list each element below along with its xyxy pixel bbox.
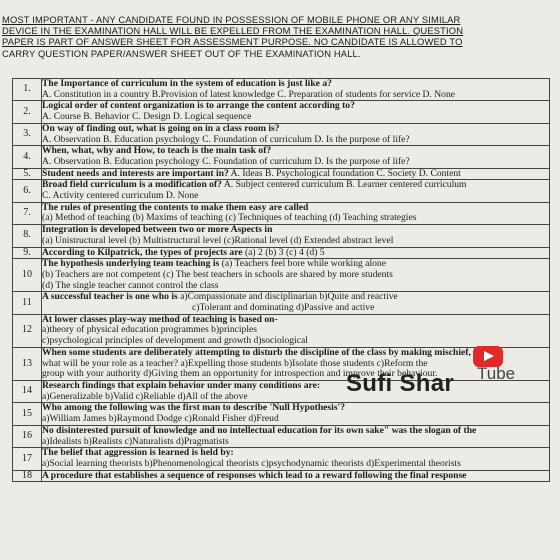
question-text: Logical order of content organization is to arrange the content according to?	[42, 101, 355, 112]
question-text: At lower classes play-way method of teaching is based on-	[42, 314, 278, 325]
question-options: A. Constitution in a country B.Provision of latest knowledge C. Preparation of students for service D. None	[42, 89, 455, 100]
question-number: 9.	[13, 247, 42, 259]
question-options: a)William James b)Raymond Dodge c)Ronald Fisher d)Freud	[42, 414, 279, 425]
question-text: The hypothesis underlying team teaching is	[42, 259, 220, 270]
question-text: According to Kilpatrick, the types of projects are	[42, 247, 243, 258]
question-row	[13, 101, 550, 123]
question-text: Broad field curriculum is a modification of?	[42, 180, 222, 191]
notice-line: DEVICE IN THE EXAMINATION HALL WILL BE EXPELLED FROM THE EXAMINATION HALL. QUESTION	[2, 25, 464, 37]
question-number: 15	[13, 403, 42, 425]
question-options: a)Compassionate and disciplinarian b)Quite and reactive	[180, 292, 398, 303]
exam-notice	[2, 14, 558, 59]
question-number: 13	[13, 347, 42, 380]
question-number: 11	[13, 292, 42, 314]
question-row	[13, 123, 550, 145]
question-options: A. Subject centered curriculum B. Learner centered curriculum	[223, 180, 467, 191]
question-text: Integration is developed between two or more Aspects in	[42, 225, 273, 236]
channel-watermark: Sufi Shar	[346, 370, 455, 397]
notice-line: PAPER IS PART OF ANSWER SHEET FOR ASSESSMENT PURPOSE. NO CANDIDATE IS ALLOWED TO	[2, 36, 463, 48]
question-row	[13, 168, 550, 180]
question-options: A. Ideas B. Psychological foundation C. Society D. Content	[230, 168, 461, 179]
notice-line: MOST IMPORTANT - ANY CANDIDATE FOUND IN POSSESSION OF MOBILE PHONE OR ANY SIMILAR	[2, 14, 461, 25]
question-row	[13, 247, 550, 259]
question-number: 3.	[13, 123, 42, 145]
question-options-line2: c)Tolerant and dominating d)Passive and active	[192, 303, 375, 314]
question-options: a)Idealists b)Realists c)Naturalists d)Pragmatists	[42, 436, 229, 447]
question-text: When, what, why and How, to teach is the main task of?	[42, 146, 272, 157]
question-number: 17	[13, 448, 42, 470]
question-number: 18	[13, 470, 42, 482]
question-options: a)Generalizable b)Valid c)Reliable d)All of the above	[42, 391, 248, 402]
question-options: A. Observation B. Education psychology C. Foundation of curriculum D. Is the purpose of life?	[42, 134, 410, 145]
question-options: a)Social learning theorists b)Phenomenological theorists c)psychodynamic theorists d)Experimental theorists	[42, 458, 461, 469]
question-number: 4.	[13, 146, 42, 168]
question-options-line2: (b) Teachers are not competent (c) The best teachers in schools are shared by more students	[42, 269, 393, 280]
question-options: (a) Method of teaching (b) Maxims of teaching (c) Techniques of teaching (d) Teaching strategies	[42, 213, 417, 224]
question-text: The belief that aggression is learned is held by:	[42, 448, 234, 459]
question-row	[13, 425, 550, 447]
question-options: what will be your role as a teacher? a)Expelling those students b)Isolate those students c)Reform the	[42, 358, 428, 369]
question-text: On way of finding out, what is going on in a class room is?	[42, 123, 280, 134]
question-text: A procedure that establishes a sequence of responses which lead to a reward following the final response	[42, 470, 467, 481]
question-text: Student needs and interests are important in?	[42, 168, 229, 179]
question-row	[13, 79, 550, 101]
question-table	[12, 78, 550, 482]
question-text: The rules of presenting the contents to make them easy are called	[42, 202, 309, 213]
question-row	[13, 448, 550, 470]
question-options: A. Observation B. Education psychology C. Foundation of curriculum D. Is the purpose of life?	[42, 156, 410, 167]
question-number: 14	[13, 380, 42, 402]
question-row	[13, 314, 550, 347]
question-number: 1.	[13, 79, 42, 101]
question-options-line3: (d) The single teacher cannot control the class	[42, 280, 219, 291]
question-number: 12	[13, 314, 42, 347]
question-row	[13, 347, 550, 380]
question-text: Research findings that explain behavior under many conditions are:	[42, 380, 321, 391]
question-options: a)theory of physical education programmes b)principles	[42, 325, 257, 336]
question-row	[13, 146, 550, 168]
question-number: 6.	[13, 180, 42, 202]
question-text: Who among the following was the first man to describe 'Null Hypothesis'?	[42, 403, 346, 414]
question-options: (a) Unistructural level (b) Multistructural level (c)Rational level (d) Extended abstract level	[42, 235, 394, 246]
question-number: 7.	[13, 202, 42, 224]
question-number: 10	[13, 259, 42, 292]
question-options: (a) 2 (b) 3 (c) 4 (d) 5	[244, 247, 325, 258]
question-text: A successful teacher is one who is	[42, 292, 178, 303]
question-number: 16	[13, 425, 42, 447]
question-options: A. Course B. Behavior C. Design D. Logical sequence	[42, 112, 252, 123]
question-number: 2.	[13, 101, 42, 123]
question-options-line2: group with your authority d)Giving them an opportunity for introspection and improve their behaviour.	[42, 369, 438, 380]
question-row	[13, 225, 550, 247]
question-text: No disinterested pursuit of knowledge and no intellectual education for its own sake" was the slogan of the	[42, 425, 477, 436]
question-row	[13, 380, 550, 402]
question-number: 8.	[13, 225, 42, 247]
question-text: The Importance of curriculum in the system of education is just like a?	[42, 79, 332, 89]
question-row	[13, 470, 550, 482]
notice-line: CARRY QUESTION PAPER/ANSWER SHEET OUT OF THE EXAMINATION HALL.	[2, 47, 361, 59]
question-row	[13, 202, 550, 224]
question-row	[13, 292, 550, 314]
youtube-wordmark: Tube	[477, 364, 516, 383]
question-options-line2: C. Activity centered curriculum D. None	[42, 191, 199, 202]
question-row	[13, 403, 550, 425]
question-number: 5.	[13, 168, 42, 180]
question-options-line2: c)psychological principles of development and growth d)sociological	[42, 336, 308, 347]
question-row	[13, 259, 550, 292]
question-text: When some students are deliberately attempting to disturb the discipline of the class by making mischief,	[42, 347, 471, 358]
question-row	[13, 180, 550, 202]
question-options: (a) Teachers feel bore while working alone	[221, 259, 386, 270]
